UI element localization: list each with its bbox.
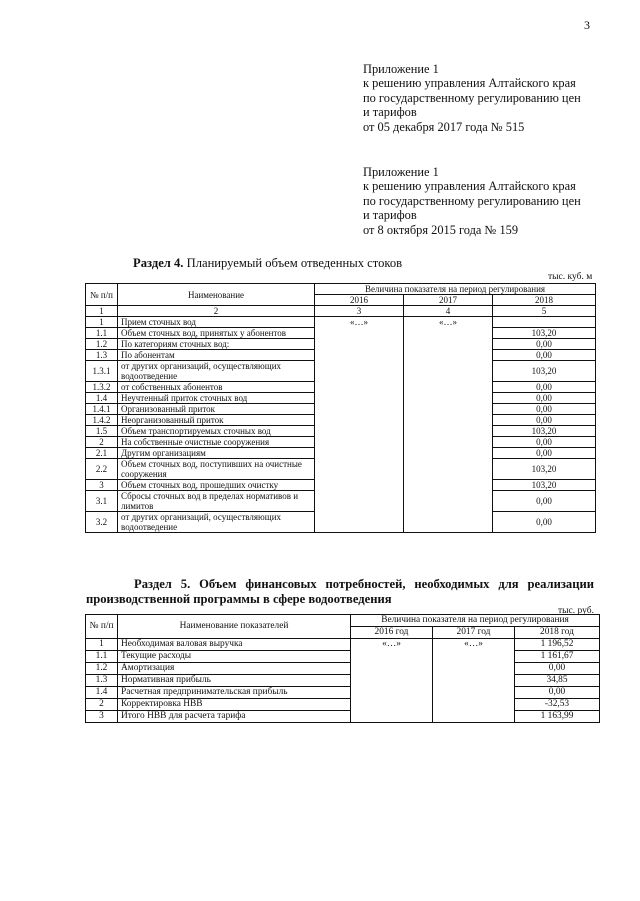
appendix-header-2015 [363, 165, 581, 237]
appendix-line: и тарифов [363, 105, 417, 120]
row-num: 2 [86, 699, 118, 711]
table-row [86, 699, 600, 711]
section4-units: тыс. куб. м [548, 272, 593, 282]
row-name: По абонентам [118, 350, 315, 361]
row-name: Объем сточных вод, прошедших очистку [118, 480, 315, 491]
row-name: Итого НВВ для расчета тарифа [118, 711, 351, 723]
row-name: На собственные очистные сооружения [118, 437, 315, 448]
row-num: 1.3 [86, 350, 118, 361]
row-name: Сбросы сточных вод в пределах нормативов и лимитов [118, 491, 315, 512]
appendix-line: к решению управления Алтайского края [363, 76, 576, 91]
header-period: Величина показателя на период регулирования [315, 284, 596, 295]
row-num: 1.3 [86, 675, 118, 687]
row-name: Неорганизованный приток [118, 415, 315, 426]
value-2018: 103,20 [493, 328, 596, 339]
header-year-2018: 2018 год [515, 627, 600, 639]
row-num: 1.2 [86, 663, 118, 675]
section5-table [85, 614, 600, 723]
value-2018: 0,00 [493, 491, 596, 512]
section5-title [86, 577, 594, 607]
row-num: 1 [86, 639, 118, 651]
row-num: 2.1 [86, 448, 118, 459]
index-cell: 4 [404, 306, 493, 317]
table-row [86, 711, 600, 723]
table-row [86, 687, 600, 699]
row-name: По категориям сточных вод: [118, 339, 315, 350]
value-2018: 0,00 [493, 415, 596, 426]
row-num: 1.4 [86, 393, 118, 404]
value-2018: 0,00 [493, 437, 596, 448]
table-row [86, 663, 600, 675]
value-2017-placeholder: «…» [404, 317, 493, 533]
table-row [86, 651, 600, 663]
row-num: 1 [86, 317, 118, 328]
row-num: 2 [86, 437, 118, 448]
header-year-2017: 2017 год [433, 627, 515, 639]
row-name: Амортизация [118, 663, 351, 675]
row-num: 3 [86, 480, 118, 491]
header-year-2018: 2018 [493, 295, 596, 306]
row-num: 1.5 [86, 426, 118, 437]
appendix-line: и тарифов [363, 208, 417, 223]
row-num: 1.4 [86, 687, 118, 699]
value-2018: 103,20 [493, 459, 596, 480]
section4-title-text: Планируемый объем отведенных стоков [183, 256, 403, 270]
section5-units: тыс. руб. [558, 606, 594, 616]
appendix-line: от 05 декабря 2017 года № 515 [363, 119, 525, 134]
section4-table [85, 283, 596, 533]
table-row [86, 675, 600, 687]
section5-title-text: Объем финансовых потребностей, необходимых для реализации производственной программы в сфере водоотведения [86, 577, 594, 606]
row-name: Текущие расходы [118, 651, 351, 663]
table-row [86, 317, 596, 328]
value-2018: 103,20 [493, 361, 596, 382]
row-num: 1.4.2 [86, 415, 118, 426]
value-2018: 1 196,52 [515, 639, 600, 651]
value-2018: -32,53 [515, 699, 600, 711]
value-2018: 0,00 [493, 404, 596, 415]
header-name: Наименование [118, 284, 315, 306]
header-year-2016: 2016 год [351, 627, 433, 639]
value-2018: 34,85 [515, 675, 600, 687]
header-year-2016: 2016 [315, 295, 404, 306]
appendix-line: по государственному регулированию цен [363, 90, 581, 105]
row-name: Корректировка НВВ [118, 699, 351, 711]
value-2018: 1 161,67 [515, 651, 600, 663]
value-2018 [493, 317, 596, 328]
row-num: 1.1 [86, 328, 118, 339]
header-name: Наименование показателей [118, 615, 351, 639]
row-name: Расчетная предпринимательская прибыль [118, 687, 351, 699]
value-2018: 103,20 [493, 480, 596, 491]
row-name: от других организаций, осуществляющих водоотведение [118, 512, 315, 533]
row-name: Объем транспортируемых сточных вод [118, 426, 315, 437]
row-num: 3.1 [86, 491, 118, 512]
appendix-line: по государственному регулированию цен [363, 193, 581, 208]
index-cell: 2 [118, 306, 315, 317]
header-year-2017: 2017 [404, 295, 493, 306]
row-num: 1.1 [86, 651, 118, 663]
header-num: № п/п [86, 284, 118, 306]
row-num: 1.2 [86, 339, 118, 350]
appendix-header-2017 [363, 62, 581, 134]
value-2016-placeholder: «…» [351, 639, 433, 723]
value-2017-placeholder: «…» [433, 639, 515, 723]
page-number: 3 [584, 18, 590, 32]
row-num: 1.4.1 [86, 404, 118, 415]
row-num: 3 [86, 711, 118, 723]
appendix-line: от 8 октября 2015 года № 159 [363, 222, 519, 237]
value-2018: 0,00 [515, 687, 600, 699]
row-num: 1.3.2 [86, 382, 118, 393]
index-cell: 3 [315, 306, 404, 317]
row-num: 2.2 [86, 459, 118, 480]
row-name: Другим организациям [118, 448, 315, 459]
row-name: Нормативная прибыль [118, 675, 351, 687]
value-2018: 0,00 [493, 382, 596, 393]
header-period: Величина показателя на период регулирования [351, 615, 600, 627]
value-2016-placeholder: «…» [315, 317, 404, 533]
appendix-line: к решению управления Алтайского края [363, 179, 576, 194]
value-2018: 0,00 [493, 350, 596, 361]
row-name: Объем сточных вод, принятых у абонентов [118, 328, 315, 339]
appendix-line: Приложение 1 [363, 62, 439, 76]
section5-title-bold: Раздел 5. [134, 577, 191, 591]
row-name: Организованный приток [118, 404, 315, 415]
row-num: 3.2 [86, 512, 118, 533]
row-name: Необходимая валовая выручка [118, 639, 351, 651]
header-num: № п/п [86, 615, 118, 639]
row-name: Прием сточных вод [118, 317, 315, 328]
section4-title [133, 256, 402, 271]
value-2018: 0,00 [493, 512, 596, 533]
index-cell: 1 [86, 306, 118, 317]
row-num: 1.3.1 [86, 361, 118, 382]
section4-title-bold: Раздел 4. [133, 256, 184, 270]
value-2018: 0,00 [493, 448, 596, 459]
table-row [86, 639, 600, 651]
value-2018: 1 163,99 [515, 711, 600, 723]
row-name: Объем сточных вод, поступивших на очистные сооружения [118, 459, 315, 480]
row-name: Неучтенный приток сточных вод [118, 393, 315, 404]
row-name: от собственных абонентов [118, 382, 315, 393]
value-2018: 0,00 [515, 663, 600, 675]
value-2018: 0,00 [493, 393, 596, 404]
appendix-line: Приложение 1 [363, 165, 439, 179]
value-2018: 0,00 [493, 339, 596, 350]
row-name: от других организаций, осуществляющих водоотведение [118, 361, 315, 382]
value-2018: 103,20 [493, 426, 596, 437]
index-cell: 5 [493, 306, 596, 317]
